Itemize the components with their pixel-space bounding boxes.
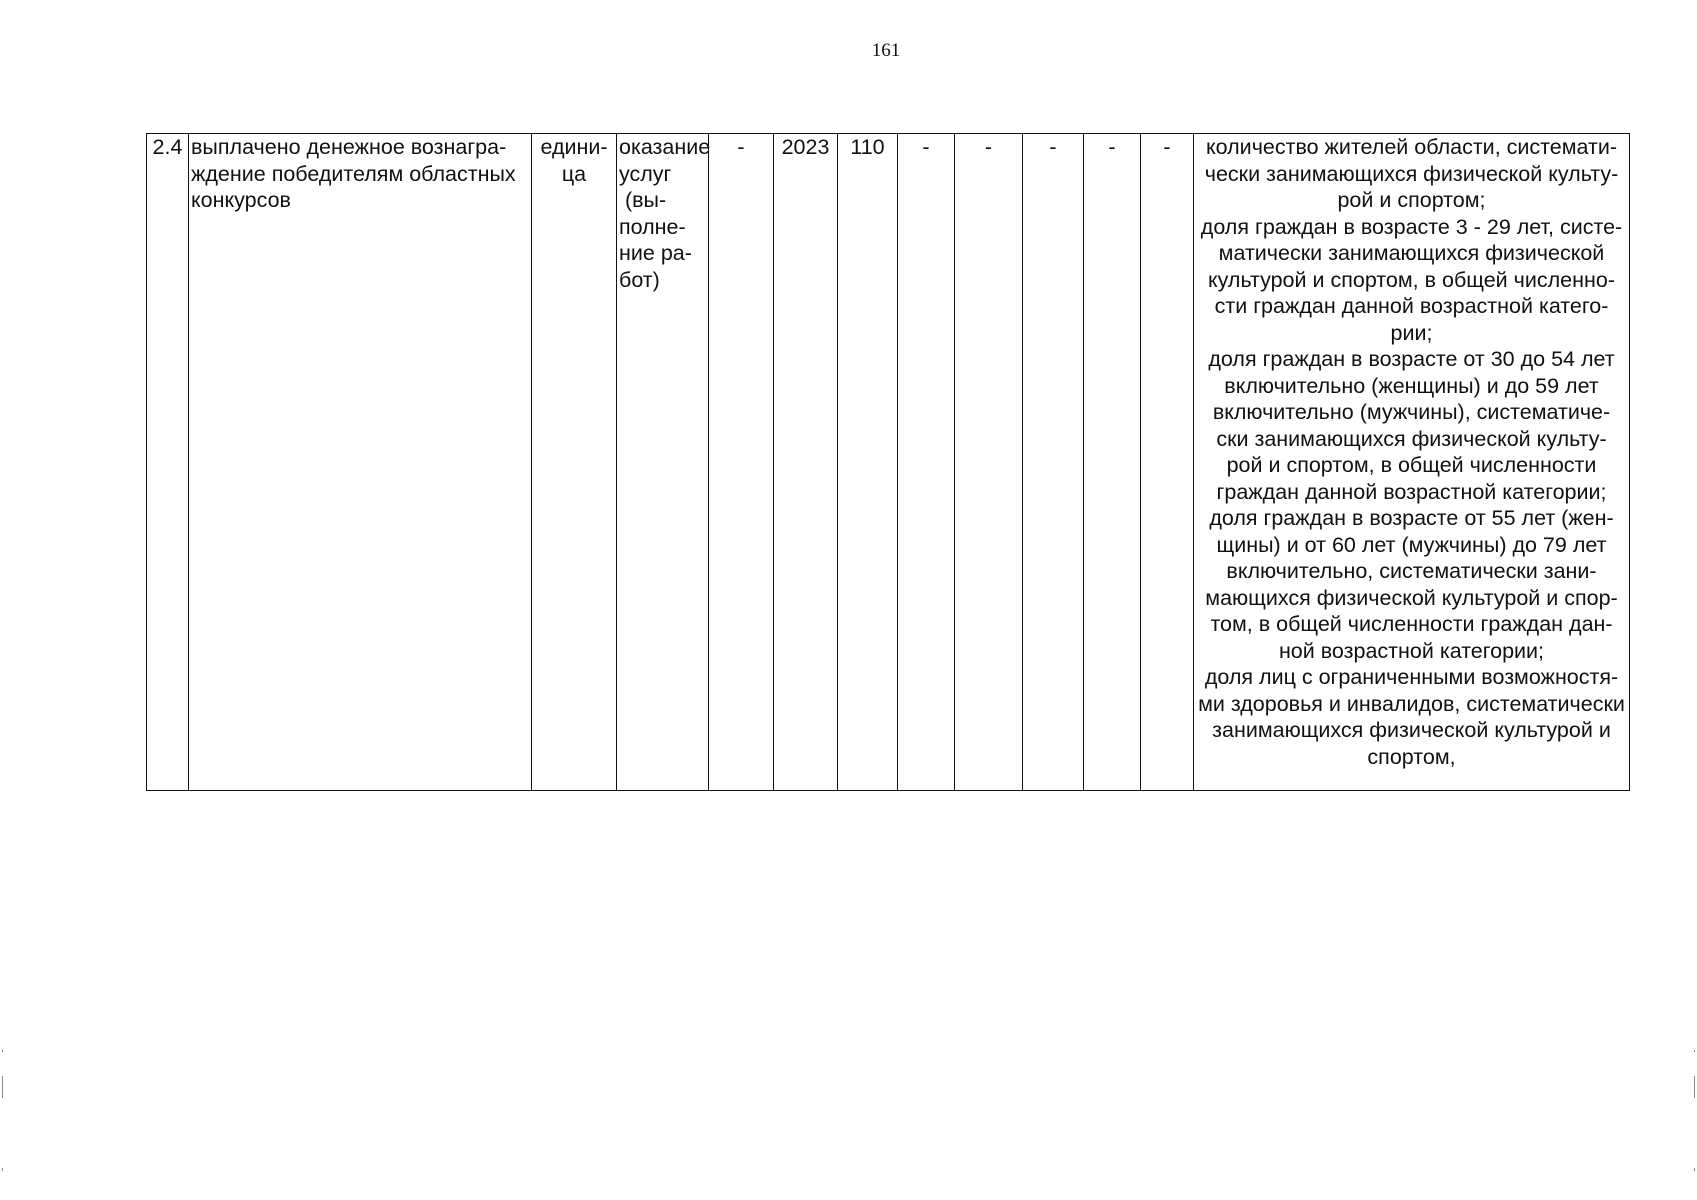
description-line: количество жителей области, системати- xyxy=(1206,135,1617,159)
row-number xyxy=(147,134,189,791)
description-line: том, в общей численности граждан дан- xyxy=(1210,612,1613,636)
cell-year: 2023 xyxy=(774,134,838,791)
description-line: включительно, систематически зани- xyxy=(1226,559,1597,583)
unit-line: ца xyxy=(561,161,587,186)
description-line: доля граждан в возрасте 3 - 29 лет, систе- xyxy=(1200,214,1623,239)
type-line: (вы- xyxy=(619,188,667,212)
description-line: включительно (мужчины), систематиче- xyxy=(1212,400,1611,424)
scan-margin-mark xyxy=(1694,1050,1695,1052)
type-line: оказание xyxy=(619,135,711,159)
type-line: ние ра- xyxy=(619,241,692,265)
cell-col-10: - xyxy=(1023,134,1084,791)
description-line: мающихся физической культурой и спор- xyxy=(1205,585,1618,610)
description-line: ми здоровья и инвалидов, систематически xyxy=(1198,691,1625,716)
scan-margin-mark xyxy=(2,1168,3,1171)
description-line: доля граждан в возрасте от 55 лет (жен- xyxy=(1209,506,1614,530)
description-line: включительно (женщины) и до 59 лет xyxy=(1224,373,1599,398)
description-line: щины) и от 60 лет (мужчины) до 79 лет xyxy=(1216,532,1607,557)
description-line: ной возрастной категории; xyxy=(1278,638,1545,663)
cell-col-8: - xyxy=(898,134,955,791)
description-line: доля граждан в возрасте от 30 до 54 лет xyxy=(1208,347,1615,371)
type-line: полне- xyxy=(619,214,686,239)
scan-margin-mark xyxy=(2,1050,3,1052)
description-line: матически занимающихся физической xyxy=(1218,241,1605,265)
row-description xyxy=(1194,134,1630,791)
cell-col-9: - xyxy=(955,134,1023,791)
description-line: рой и спортом, в общей численности xyxy=(1226,453,1597,477)
row-unit xyxy=(532,134,617,791)
description-line: рой и спортом; xyxy=(1337,188,1486,212)
description-line: граждан данной возрастной категории; xyxy=(1216,479,1607,504)
cell-value: 110 xyxy=(838,134,898,791)
name-line: ждение победителям областных xyxy=(191,161,516,186)
page-number: 161 xyxy=(871,40,901,61)
cell-col-12: - xyxy=(1141,134,1194,791)
description-line: занимающихся физической культурой и xyxy=(1212,718,1611,742)
name-line: выплачено денежное вознагра- xyxy=(191,135,507,159)
row-type xyxy=(617,134,709,791)
description-line: рии; xyxy=(1390,320,1433,345)
table-row xyxy=(147,134,1630,791)
name-line: конкурсов xyxy=(191,188,291,212)
description-line: доля лиц с ограниченными возможностя- xyxy=(1204,665,1619,689)
document-table xyxy=(146,133,1630,791)
row-number-text: 2.4 xyxy=(152,135,183,159)
row-name xyxy=(189,134,532,791)
unit-line: едини- xyxy=(540,135,608,159)
description-line: ски занимающихся физической культу- xyxy=(1216,426,1607,451)
description-line: чески занимающихся физической культу- xyxy=(1204,161,1619,186)
description-line: культурой и спортом, в общей численно- xyxy=(1208,267,1615,292)
description-line: сти граждан данной возрастной катего- xyxy=(1214,294,1609,318)
cell-col-11: - xyxy=(1084,134,1141,791)
scan-margin-mark xyxy=(1694,1168,1695,1171)
description-line: спортом, xyxy=(1367,744,1456,769)
scan-margin-mark xyxy=(2,1076,3,1098)
scan-margin-mark xyxy=(1694,1076,1695,1098)
type-line: услуг xyxy=(619,161,672,186)
cell-col-5: - xyxy=(709,134,774,791)
type-line: бот) xyxy=(619,267,660,292)
